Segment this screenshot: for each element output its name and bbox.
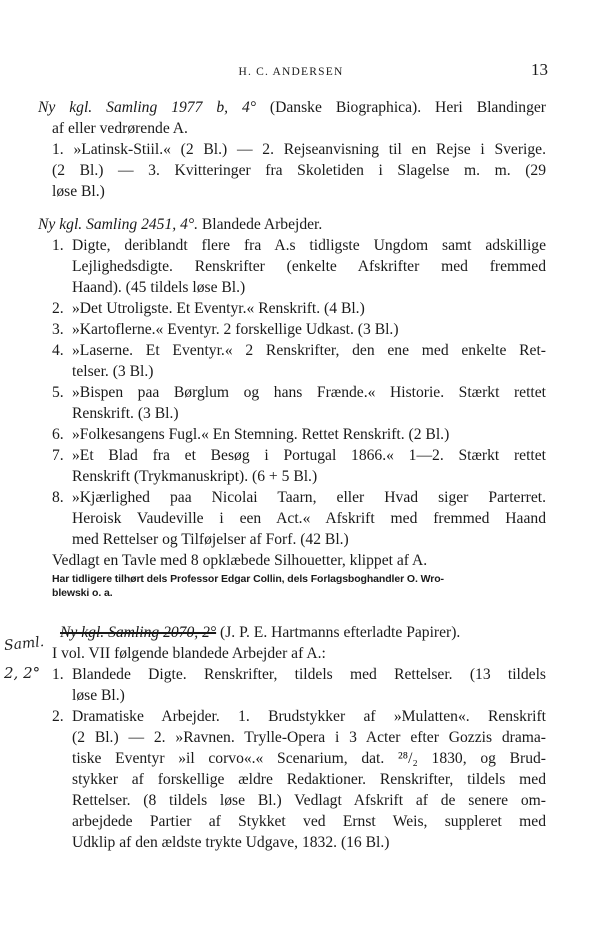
item-line: Lejlighedsdigte. Renskrifter (enkelte Afskrifter med fremmed — [72, 258, 546, 275]
item-line: Digte, deriblandt flere fra A.s tidligste Ungdom samt adskillige — [72, 237, 546, 254]
item-number: 5. — [52, 384, 64, 401]
item-line: Udklip af den ældste trykte Udgave, 1832. (16 Bl.) — [72, 834, 390, 851]
item-line: »Folkesangens Fugl.« En Stemning. Rettet Renskrift. (2 Bl.) — [72, 426, 450, 443]
provenance-note-line1: Har tidligere tilhørt dels Professor Edgar Collin, dels Forlagsboghandler O. Wro- — [52, 573, 444, 585]
handwritten-margin-note: Saml. — [3, 633, 45, 655]
entry1-line4: (2 Bl.) — 3. Kvitteringer fra Skoletiden i Slagelse m. m. (29 — [52, 162, 546, 179]
entry1-line3: 1. »Latinsk-Stiil.« (2 Bl.) — 2. Rejseanvisning til en Rejse i Sverige. — [52, 141, 546, 158]
item-number: 1. — [52, 666, 64, 683]
item-line: Dramatiske Arbejder. 1. Brudstykker af »Mulatten«. Renskrift — [72, 708, 546, 725]
item-line: »Et Blad fra et Besøg i Portugal 1866.« 1—2. Stærkt rettet — [72, 447, 546, 464]
item-line: Haand). (45 tildels løse Bl.) — [72, 279, 246, 296]
entry2-shelfmark: Ny kgl. Samling 2451, 4°. — [38, 216, 198, 233]
item-number: 2. — [52, 708, 64, 725]
entry1-shelfmark: Ny kgl. Samling 1977 b, 4° — [38, 99, 256, 116]
running-title: H. C. ANDERSEN — [238, 66, 344, 78]
item-line: »Kartoflerne.« Eventyr. 2 forskellige Udkast. (3 Bl.) — [72, 321, 399, 338]
item-line: »Bispen paa Børglum og hans Frænde.« Historie. Stærkt rettet — [72, 384, 546, 401]
provenance-note-line2: blewski o. a. — [52, 587, 113, 599]
item-line: telser. (3 Bl.) — [72, 363, 154, 380]
entry2-heading-text: Blandede Arbejder. — [198, 216, 323, 233]
item-line: »Kjærlighed paa Nicolai Taarn, eller Hvad siger Parterret. — [72, 489, 546, 506]
item-line: Renskrift (Trykmanuskript). (6 + 5 Bl.) — [72, 468, 318, 485]
struck-shelfmark: Ny kgl. Samling 2070, 2° — [60, 624, 217, 641]
item-line: »Laserne. Et Eventyr.« 2 Renskrifter, den ene med enkelte Ret- — [72, 342, 546, 359]
handwritten-margin-note: 2, 2° — [4, 664, 41, 682]
item-line: Renskrift. (3 Bl.) — [72, 405, 179, 422]
entry1-line2: af eller vedrørende A. — [52, 120, 188, 137]
item-number: 1. — [52, 237, 64, 254]
entry1-heading — [38, 97, 546, 118]
item-number: 4. — [52, 342, 64, 359]
item-number: 2. — [52, 300, 64, 317]
item-number: 3. — [52, 321, 64, 338]
page-number: 13 — [531, 60, 548, 79]
item-number: 7. — [52, 447, 64, 464]
item-line: arbejdede Partier af Stykket ved Ernst Weis, suppleret med — [72, 813, 546, 830]
item-line: stykker af forskellige ældre Redaktioner. Renskrifter, tildels med — [72, 771, 546, 788]
entry2-note: Vedlagt en Tavle med 8 opklæbede Silhouetter, klippet af A. — [52, 552, 428, 569]
entry2-heading — [38, 214, 322, 235]
entry1-heading-text: (Danske Biographica). Heri Blandinger — [255, 99, 546, 116]
item-line: med Rettelser og Tilføjelser af Forf. (42 Bl.) — [72, 531, 349, 548]
item-line: (2 Bl.) — 2. »Ravnen. Trylle-Opera i 3 Acter efter Gozzis drama- — [72, 729, 546, 746]
item-line: »Det Utroligste. Et Eventyr.« Renskrift. (4 Bl.) — [72, 300, 365, 317]
item-line: Rettelser. (8 tildels løse Bl.) Vedlagt Afskrift af de senere om- — [72, 792, 546, 809]
page-header — [34, 62, 548, 82]
item-line: løse Bl.) — [72, 687, 125, 704]
item-line: Heroisk Vaudeville i een Act.« Afskrift med fremmed Haand — [72, 510, 546, 527]
entry3-heading-text: (J. P. E. Hartmanns efterladte Papirer). — [216, 624, 461, 641]
item-line: tiske Eventyr »il corvo«.« Scenarium, dat. ²⁸/₂ 1830, og Brud- — [72, 750, 546, 767]
item-number: 8. — [52, 489, 64, 506]
entry3-line2: I vol. VII følgende blandede Arbejder af A.: — [52, 645, 326, 662]
item-number: 6. — [52, 426, 64, 443]
item-line: Blandede Digte. Renskrifter, tildels med Rettelser. (13 tildels — [72, 666, 546, 683]
entry3-heading — [60, 622, 460, 643]
entry1-line5: løse Bl.) — [52, 183, 105, 200]
